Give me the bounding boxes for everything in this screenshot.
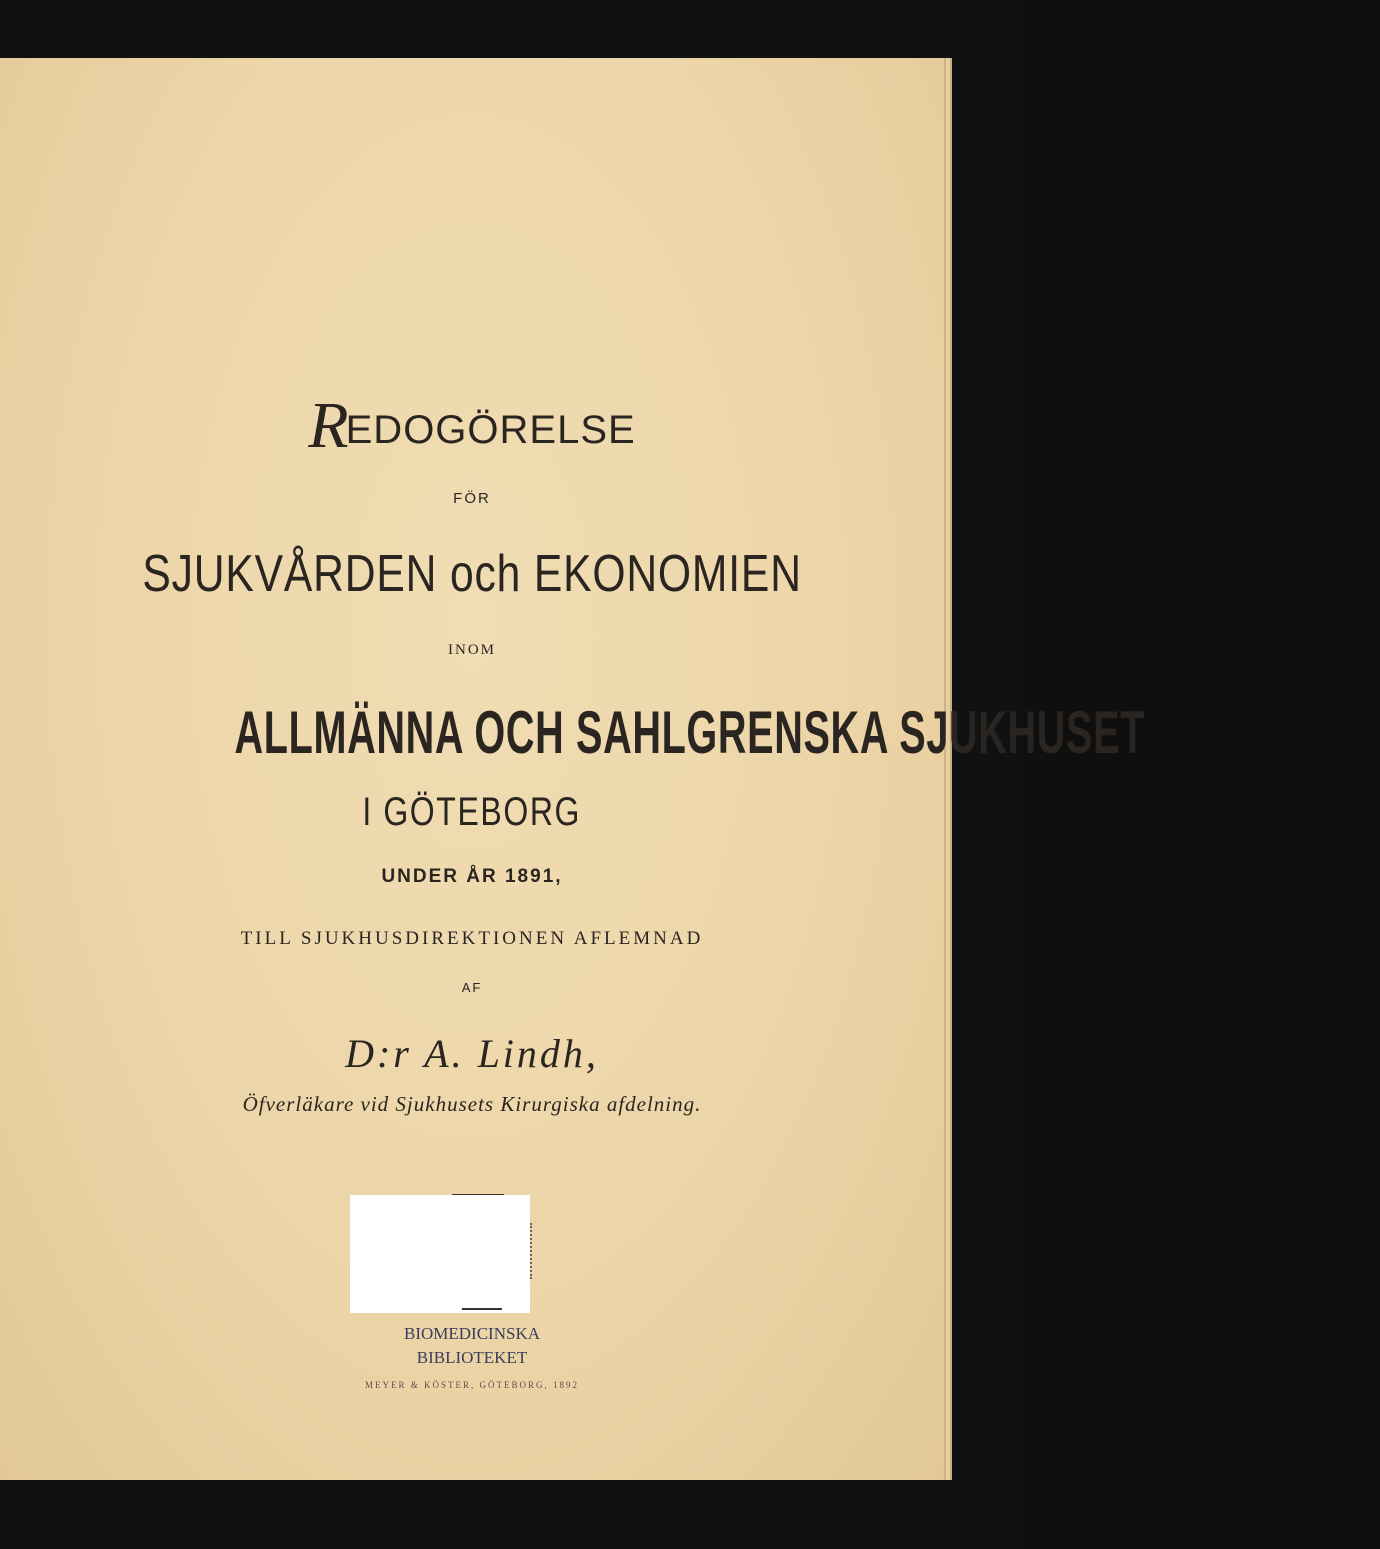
library-stamp-line2: BIBLIOTEKET	[416, 1348, 528, 1367]
city-text: I GÖTEBORG	[362, 790, 582, 834]
submitted-line: TILL SJUKHUSDIREKTIONEN AFLEMNAD	[240, 928, 704, 949]
printer-line: MEYER & KÖSTER, GÖTEBORG, 1892	[364, 1380, 579, 1390]
title-page	[0, 58, 1146, 1480]
author-position: Öfverläkare vid Sjukhusets Kirurgiska afdelning.	[242, 1092, 702, 1116]
report-title	[0, 384, 944, 460]
city-line	[0, 788, 944, 835]
page-edge	[944, 62, 950, 1480]
title-initial: R	[308, 389, 350, 462]
hospital-name	[0, 698, 1146, 768]
library-stamp-line1: BIOMEDICINSKA	[404, 1324, 540, 1343]
inom-line: INOM	[448, 642, 496, 658]
ornament-bottom	[462, 1308, 502, 1310]
year-line: UNDER ÅR 1891,	[381, 866, 563, 887]
author-name: D:r A. Lindh,	[345, 1031, 599, 1076]
stamp-dots	[530, 1223, 534, 1279]
title-rest: EDOGÖRELSE	[345, 408, 636, 452]
for-line: FÖR	[453, 490, 491, 507]
af-line: AF	[461, 980, 483, 995]
hospital-text: ALLMÄNNA OCH SAHLGRENSKA SJUKHUSET	[234, 699, 1146, 766]
redacted-area	[350, 1195, 530, 1313]
subject-text: SJUKVÅRDEN och EKONOMIEN	[142, 545, 802, 603]
subject-line	[0, 544, 944, 604]
